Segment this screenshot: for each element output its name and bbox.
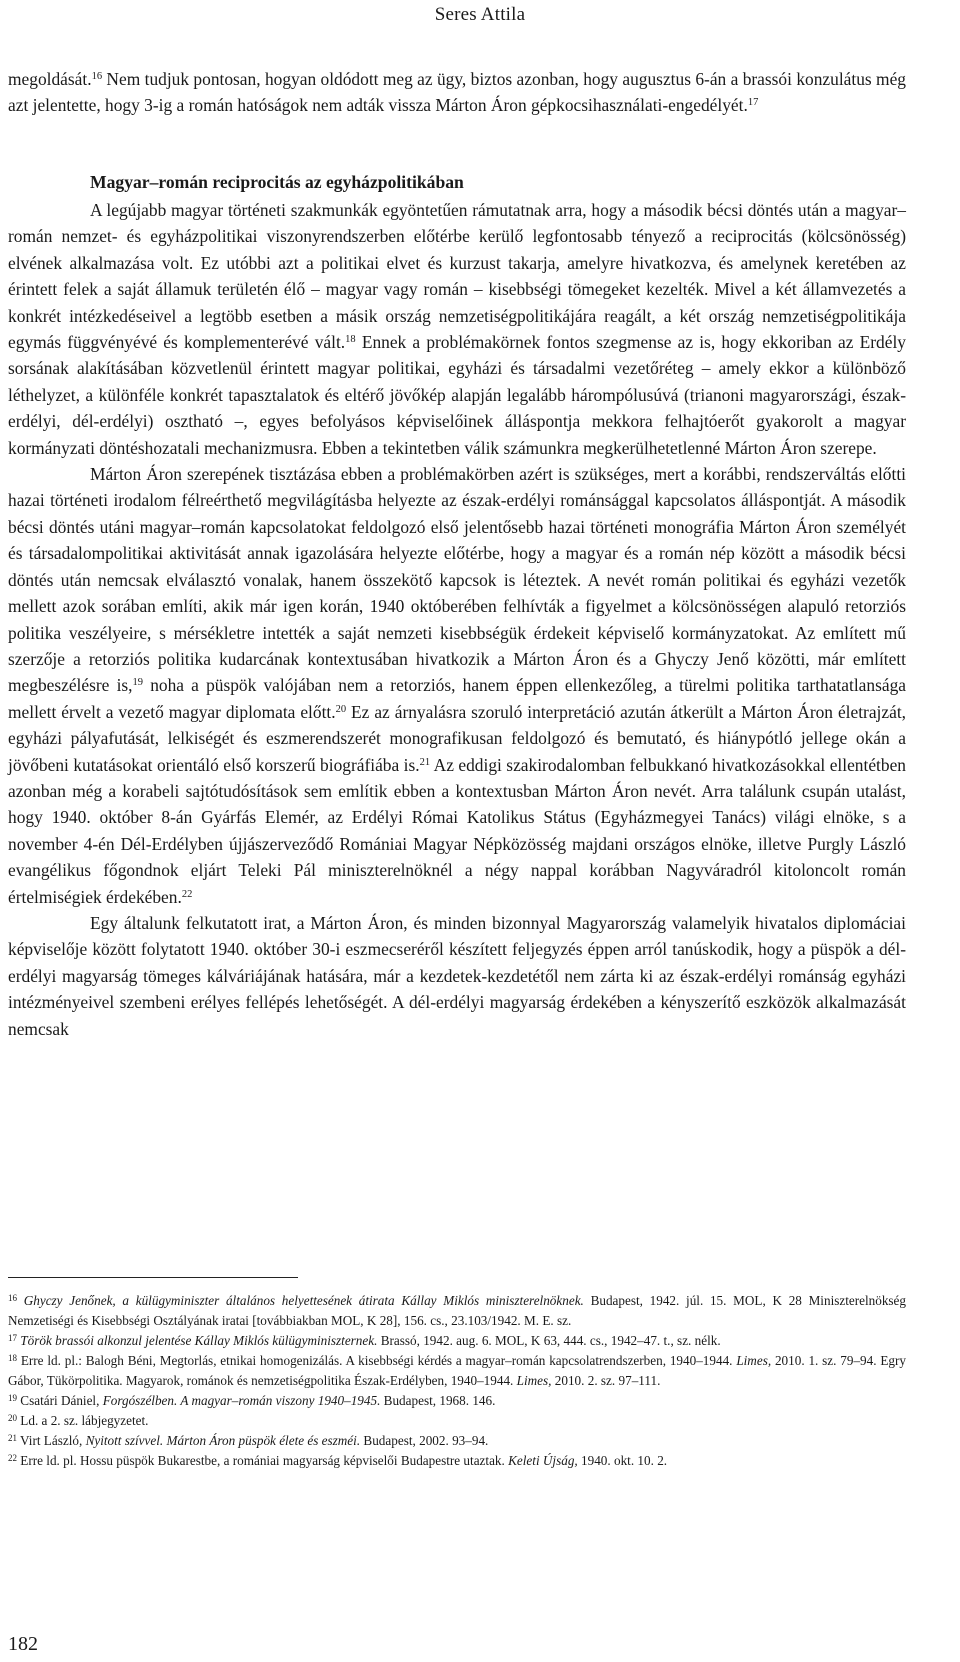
footnote-ref: 22 — [8, 1453, 17, 1463]
footnote-ref: 16 — [91, 71, 103, 82]
text-run: Márton Áron szerepének tisztázása ebben a problémakörben azért is szükséges, mert a korábbi, rendszerváltás előtti hazai történeti irodalom félreérthető megvilágításba helyezte az észak-erdélyi románsággal kapcsolatos álláspontját. A második bécsi döntés utáni magyar–román kapcsolatokat feldolgozó első jelentősebb hazai történeti monográfia Márton Áron személyét és társadalompolitikai aktivitását annak igazolására helyezte előtérbe, hogy a magyar és a román nép között a második bécsi döntés után nemcsak elválasztó vonalak, hanem összekötő kapcsok is léteztek. A nevét román politikai és egyházi vezetők mellett azok sorában említi, akik már igen korán, 1940 októberében felhívták a figyelmet a kölcsönösségen alapuló retorziós politika veszélyeire, s mérsékletre intették a saját nemzeti kisebbségük érdekeit képviselő kormányzatokat. Az említett mű szerzője a retorziós politika kudarcának kontextusában hivatkozik a Márton Áron és a Ghyczy Jenő közötti, már említett megbeszélésre is, — [8, 464, 906, 696]
body-text-main — [8, 197, 906, 1042]
text-run — [17, 1293, 24, 1308]
footnote — [8, 1351, 906, 1391]
section-heading: Magyar–román reciprocitás az egyházpolitikában — [90, 172, 464, 192]
footnote-ref: 16 — [8, 1293, 17, 1303]
text-run: Budapest, 1942. júl. 15. MOL, K 28 Miniszterelnökség Nemzetiségi és Kisebbségi Osztályának iratai [továbbiakban MOL, K 28], 156. cs., 23.103/1942. M. E. sz. — [8, 1293, 907, 1328]
paragraph — [8, 197, 906, 461]
footnote-ref: 17 — [8, 1333, 17, 1343]
text-run: megoldását. — [8, 69, 92, 89]
running-head: Seres Attila — [434, 4, 526, 25]
footnote — [8, 1451, 906, 1471]
text-run: Csatári Dániel, — [17, 1393, 103, 1408]
footnote-ref: 17 — [747, 97, 759, 109]
text-run: 2010. 1. sz. 79–94. Egry Gábor, Tükörpolitika. Magyarok, románok és nemzetiségpolitika Észak-Erdélyben, 1940–1944. — [8, 1353, 906, 1388]
text-run: Egy általunk felkutatott irat, a Márton Áron, és minden bizonnyal Magyarország valamelyik hivatalos diplomáciai képviselője között folytatott 1940. október 30-i eszmecseréről készített feljegyzés éppen arról tanúskodik, hogy a püspök a dél-erdélyi magyarság tömeges kálváriájának hatására, már a kezdetek-kezdetétől nem zárta ki az észak-erdélyi románság egyházi intézményeivel szembeni erélyes fellépés lehetőségét. A dél-erdélyi magyarság érdekében a kényszerítő eszközök alkalmazását nemcsak — [8, 912, 906, 1039]
footnote-ref: 21 — [419, 756, 431, 768]
text-run: 1940. okt. 10. 2. — [577, 1453, 668, 1468]
footnotes — [8, 1291, 906, 1471]
footnote — [8, 1431, 906, 1451]
footnote — [8, 1331, 906, 1351]
footnote-ref: 21 — [8, 1433, 17, 1443]
footnote-ref: 19 — [8, 1393, 17, 1403]
italic-text: Forgószélben. A magyar–román viszony 1940–1945. — [102, 1393, 381, 1408]
footnote — [8, 1411, 906, 1431]
italic-text: Limes, — [516, 1373, 552, 1388]
footnote-ref: 20 — [8, 1413, 17, 1423]
text-run: A legújabb magyar történeti szakmunkák egyöntetűen rámutatnak arra, hogy a második bécsi döntés után a magyar–román nemzet- és egyházpolitikai viszonyrendszerben előtérbe kerülő legfontosabb tényező a reciprocitás (kölcsönösség) elvének alkalmazása volt. Ez utóbbi azt a politikai elvet és kurzust takarja, amelyre hivatkozva, és amelynek keretében az érintett felek a saját államuk területén élő – magyar vagy román – kisebbségi tömegeket kezelték. Mivel a két államvezetés a konkrét intézkedéseivel a legtöbb esetben a másik ország nemzetiségpolitikájára reagált, a két ország nemzetiségpolitikája egymás függvényévé és komplementerévé vált. — [8, 200, 906, 353]
footnote-ref: 18 — [8, 1353, 17, 1363]
footnote-ref: 20 — [335, 703, 347, 715]
footnote-separator — [8, 1277, 298, 1278]
text-run: Erre ld. pl.: Balogh Béni, Megtorlás, etnikai homogenizálás. A kisebbségi kérdés a magyar–román kapcsolatrendszerben, 1940–1944. — [17, 1353, 737, 1368]
footnote-ref: 22 — [181, 888, 193, 900]
text-run: Az eddigi szakirodalomban felbukkanó hivatkozásokkal ellentétben azonban még a korabeli sajtótudósítások sem említik ebben a kontextusban Márton Áron nevét. Arra találunk csupán utalást, hogy 1940. október 8-án Gyárfás Elemér, az Erdélyi Római Katolikus Státus (Egyházmegyei Tanács) világi elnöke, s a november 4-én Dél-Erdélyben újjászerveződő Romániai Magyar Népközösség majdani országos elnöke, illetve Purgly László evangélikus főgondnok eljárt Teleki Pál miniszterelnöknél a négy nappal korábban Nagyváradról kitoloncolt román értelmiségiek érdekében. — [8, 754, 906, 907]
footnote-ref: 19 — [132, 677, 144, 689]
text-run: Budapest, 2002. 93–94. — [360, 1433, 489, 1448]
text-run: Nem tudjuk pontosan, hogyan oldódott meg az ügy, biztos azonban, hogy augusztus 6-án a brassói konzulátus még azt jelentette, hogy 3-ig a román hatóságok nem adták vissza Márton Áron gépkocsihasználati-engedélyét. — [8, 69, 906, 116]
footnote — [8, 1291, 906, 1331]
italic-text: Limes, — [736, 1353, 772, 1368]
italic-text: Ghyczy Jenőnek, a külügyminiszter általános helyettesének átirata Kállay Miklós miniszterelnöknek. — [23, 1293, 584, 1308]
text-run: Budapest, 1968. 146. — [380, 1393, 496, 1408]
text-run: Erre ld. pl. Hossu püspök Bukarestbe, a romániai magyarság képviselői Budapestre utaztak. — [17, 1453, 509, 1468]
footnote-ref: 18 — [345, 334, 356, 346]
page-number: 182 — [8, 1633, 38, 1655]
italic-text: Keleti Újság, — [508, 1453, 578, 1468]
text-run: Brassó, 1942. aug. 6. MOL, K 63, 444. cs., 1942–47. t., sz. nélk. — [377, 1333, 721, 1348]
text-run: Ez az árnyalásra szoruló interpretáció azután átkerült a Márton Áron életrajzát, egyházi pályafutását, lelkiségét és eszmerendszerét monografikusan feldolgozó és bemutató, és hiánypótló jellege okán a jövőbeni kutatásokat orientáló első korszerű biográfiába is. — [8, 701, 907, 775]
text-run: Virt László, — [17, 1433, 86, 1448]
paragraph — [8, 461, 906, 910]
text-run: Ennek a problémakörnek fontos szegmense az is, hogy ekkoriban az Erdély sorsának alakításában közvetlenül érintett magyar politikai, egyházi és társadalmi vezetőréteg – amely ekkor a különböző léthelyzet, a különféle konkrét tapasztalatok és eltérő jövőkép alapján legalább hárompólusúvá (trianoni magyarországi, észak-erdélyi, dél-erdélyi) osztható –, egyes befolyásos képviselőinek álláspontja mekkora felhajtóerőt gyakorolt a magyar kormányzati döntéshozatali mechanizmusra. Ebben a tekintetben válik számunkra megkerülhetetlenné Márton Áron szerepe. — [8, 332, 906, 458]
italic-text: Török brassói alkonzul jelentése Kállay Miklós külügyminiszternek. — [20, 1333, 378, 1348]
text-run: Ld. a 2. sz. lábjegyzetet. — [17, 1413, 149, 1428]
italic-text: Nyitott szívvel. Márton Áron püspök élete és eszméi. — [85, 1433, 361, 1448]
text-run: noha a püspök valójában nem a retorziós, hanem éppen ellenkezőleg, a türelmi politika tarthatatlansága mellett érvelt a vezető magyar diplomata előtt. — [8, 675, 906, 722]
paragraph — [8, 66, 906, 119]
text-run: 2010. 2. sz. 97–111. — [551, 1373, 661, 1388]
body-text-top — [8, 66, 906, 119]
paragraph — [8, 910, 906, 1042]
footnote — [8, 1391, 906, 1411]
